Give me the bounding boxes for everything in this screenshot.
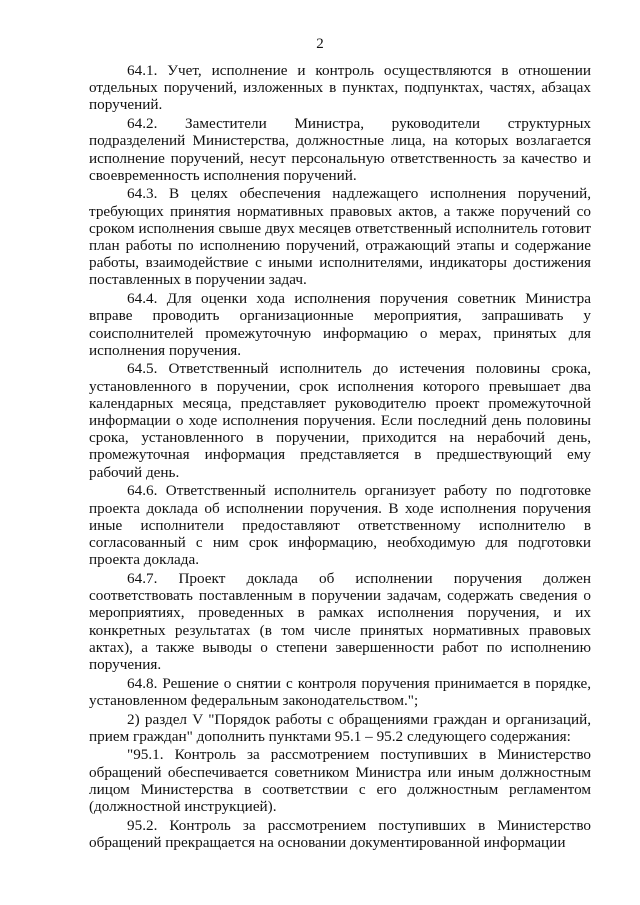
paragraph-64-6: 64.6. Ответственный исполнитель организует работу по подготовке проекта доклада об исполнении поручения. В ходе исполнения поручения иные исполнители предоставляют ответственному исполнителю в согласованный с ним срок информацию, необходимую для подготовки проекта доклада.	[89, 482, 591, 569]
paragraph-95-2: 95.2. Контроль за рассмотрением поступивших в Министерство обращений прекращается на основании документированной информации	[89, 816, 591, 851]
page-number: 2	[316, 36, 324, 52]
paragraph-95-1: "95.1. Контроль за рассмотрением поступивших в Министерство обращений обеспечивается советником Министра или иным должностным лицом Министерства в соответствии с его должностным регламентом (должностной инструкцией).	[89, 746, 591, 816]
paragraph-64-1: 64.1. Учет, исполнение и контроль осуществляются в отношении отдельных поручений, изложенных в пунктах, подпунктах, частях, абзацах поручений.	[89, 62, 591, 114]
paragraph-64-4: 64.4. Для оценки хода исполнения поручения советник Министра вправе проводить организационные мероприятия, запрашивать у соисполнителей промежуточную информацию о мерах, принятых для исполнения поручения.	[89, 290, 591, 359]
paragraph-64-7: 64.7. Проект доклада об исполнении поручения должен соответствовать поставленным в поручении задачам, содержать сведения о мероприятиях, проведенных в рамках исполнения поручения, и их конкретных результатах (в том числе принятых нормативных правовых актах), а также выводы о степени завершенности работ по исполнению поручения.	[89, 569, 591, 673]
paragraph-section-v: 2) раздел V "Порядок работы с обращениями граждан и организаций, прием граждан" дополнить пунктами 95.1 – 95.2 следующего содержания:	[89, 710, 591, 745]
paragraph-64-5: 64.5. Ответственный исполнитель до истечения половины срока, установленного в поручении, срок исполнения которого превышает два календарных месяца, представляет руководителю проект промежуточной информации о ходе исполнения поручения. Если последний день половины срока, установленного в поручении, приходится на нерабочий день, промежуточная информация представляется в предшествующий ему рабочий день.	[89, 360, 591, 481]
paragraph-64-8: 64.8. Решение о снятии с контроля поручения принимается в порядке, установленном федеральным законодательством.";	[89, 674, 591, 709]
paragraph-64-3: 64.3. В целях обеспечения надлежащего исполнения поручений, требующих принятия нормативных правовых актов, а также поручений со сроком исполнения свыше двух месяцев ответственный исполнитель готовит план работы по исполнению поручений, отражающий этапы и содержание работы, взаимодействие с иными исполнителями, индикаторы достижения поставленных в поручении задач.	[89, 185, 591, 289]
paragraph-64-2: 64.2. Заместители Министра, руководители структурных подразделений Министерства, должностные лица, на которых возлагается исполнение поручений, несут персональную ответственность за качество и своевременность исполнения поручений.	[89, 115, 591, 184]
document-body	[89, 62, 591, 851]
